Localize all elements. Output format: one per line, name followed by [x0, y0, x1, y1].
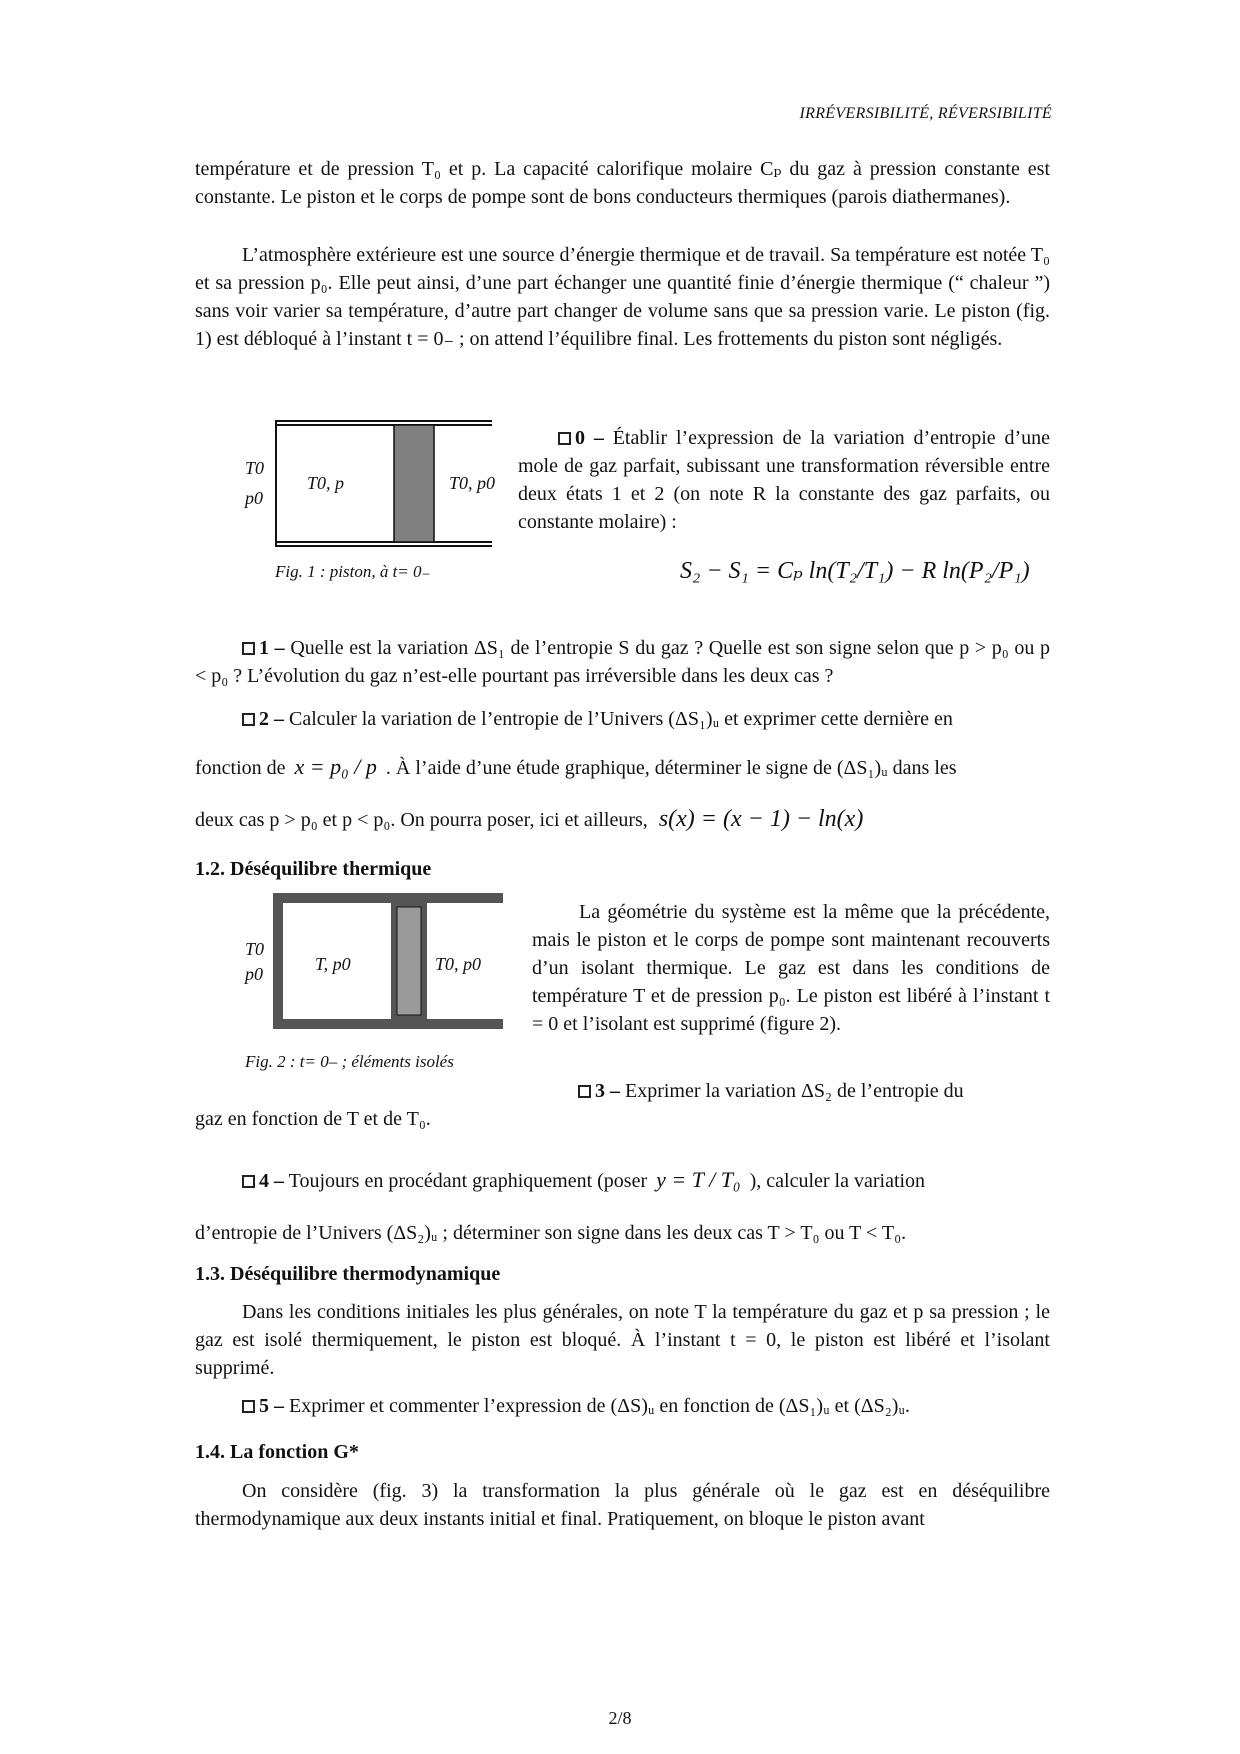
- checkbox-icon: [242, 713, 255, 726]
- fig2-top-insulated-wall: [273, 893, 503, 903]
- fig1-outside-T: T0: [245, 458, 265, 478]
- figure-2: [215, 893, 515, 1041]
- question-5: [195, 1392, 1050, 1420]
- fig1-piston: [394, 425, 434, 542]
- question-2-marker: 2 –: [259, 708, 284, 730]
- question-4-text-b: ), calculer la variation: [749, 1170, 926, 1192]
- fig1-gas-label: T0, p: [307, 473, 345, 493]
- paragraph-atmosphere: L’atmosphère extérieure est une source d’énergie thermique et de travail. Sa température est notée T₀ et sa pression p₀. Elle peut ainsi, d’une part échanger une quantité finie d’énergie thermique (“ chaleur ”) sans voir varier sa température, d’autre part changer de volume sans que sa pression varie. Le piston (fig. 1) est débloqué à l’instant t = 0₋ ; on attend l’équilibre final. Les frottements du piston sont négligés.: [195, 244, 1050, 350]
- fig2-piston: [397, 907, 421, 1015]
- question-3: [578, 1077, 1050, 1105]
- paragraph-intro: température et de pression T₀ et p. La capacité calorifique molaire Cₚ du gaz à pression constante est constante. Le piston et le corps de pompe sont de bons conducteurs thermiques (parois diathermanes).: [195, 158, 1050, 208]
- paragraph-g-function: On considère (fig. 3) la transformation la plus générale où le gaz est en déséquilibre thermodynamique aux deux instants initial et final. Pratiquement, on bloque le piston avant: [195, 1480, 1050, 1530]
- entropy-equation: S₂ − S₁ = Cₚ ln(T₂/T₁) − R ln(P₂/P₁): [680, 558, 1030, 584]
- fig1-outside-p: p0: [245, 488, 263, 508]
- x-definition: x = p₀ / p: [294, 754, 377, 779]
- question-3-marker: 3 –: [595, 1080, 620, 1102]
- paragraph-thermodynamic: Dans les conditions initiales les plus générales, on note T la température du gaz et p sa pression ; le gaz est isolé thermiquement, le piston est bloqué. À l’instant t = 0, le piston est libéré et l’isolant supprimé.: [195, 1301, 1050, 1379]
- checkbox-icon: [242, 1400, 255, 1413]
- question-3-text: Exprimer la variation ΔS₂ de l’entropie du: [625, 1080, 964, 1102]
- s-function-definition: s(x) = (x − 1) − ln(x): [658, 806, 864, 832]
- question-5-text: Exprimer et commenter l’expression de (ΔS)ᵤ en fonction de (ΔS₁)ᵤ et (ΔS₂)ᵤ.: [289, 1395, 910, 1417]
- question-4-text-a: Toujours en procédant graphiquement (poser: [288, 1170, 648, 1192]
- question-2-fonction-de: fonction de: [195, 757, 286, 779]
- question-2-line1: [195, 705, 1050, 733]
- question-1-text: Quelle est la variation ΔS₁ de l’entropie S du gaz ? Quelle est son signe selon que p > p₀ ou p < p₀ ? L’évolution du gaz n’est-elle pourtant pas irréversible dans les deux cas ?: [195, 637, 1051, 687]
- question-2-line3-text: deux cas p > p₀ et p < p₀. On pourra poser, ici et ailleurs,: [195, 809, 648, 831]
- heading-1-3: 1.3. Déséquilibre thermodynamique: [195, 1263, 501, 1285]
- checkbox-icon: [558, 432, 571, 445]
- checkbox-icon: [578, 1085, 591, 1098]
- question-3-continued: gaz en fonction de T et de T₀.: [195, 1108, 431, 1130]
- fig2-caption: Fig. 2 : t= 0– ; éléments isolés: [245, 1052, 454, 1071]
- question-0-marker: 0 –: [575, 427, 604, 449]
- fig2-end-insulated-wall: [273, 893, 283, 1029]
- figure-1: [215, 418, 515, 556]
- fig2-outside-T: T0: [245, 939, 265, 959]
- fig2-outside-p: p0: [245, 964, 263, 984]
- fig2-gas-label: T, p0: [315, 954, 351, 974]
- question-2-text: Calculer la variation de l’entropie de l’Univers (ΔS₁)ᵤ et exprimer cette dernière en: [289, 708, 953, 730]
- heading-1-4: 1.4. La fonction G*: [195, 1441, 359, 1463]
- question-5-marker: 5 –: [259, 1395, 284, 1417]
- question-1: [195, 634, 1050, 690]
- running-header: IRRÉVERSIBILITÉ, RÉVERSIBILITÉ: [799, 105, 1052, 122]
- question-2-line3: [195, 805, 1050, 834]
- heading-1-2: 1.2. Déséquilibre thermique: [195, 858, 432, 880]
- question-2-line2: [195, 753, 1050, 782]
- paragraph-thermal: La géométrie du système est la même que la précédente, mais le piston et le corps de pompe sont maintenant recouverts d’un isolant thermique. Le gaz est dans les conditions de température T et de pression p₀. Le piston est libéré à l’instant t = 0 et l’isolant est supprimé (figure 2).: [532, 901, 1050, 1035]
- question-2-line2-rest: . À l’aide d’une étude graphique, déterminer le signe de (ΔS₁)ᵤ dans les: [385, 757, 957, 779]
- checkbox-icon: [242, 1175, 255, 1188]
- question-1-marker: 1 –: [259, 637, 285, 659]
- fig2-right-label: T0, p0: [435, 954, 482, 974]
- checkbox-icon: [242, 642, 255, 655]
- question-4-marker: 4 –: [259, 1170, 284, 1192]
- fig1-right-label: T0, p0: [449, 473, 496, 493]
- y-definition: y = T / T₀: [656, 1167, 741, 1192]
- question-4-line2: d’entropie de l’Univers (ΔS₂)ᵤ ; déterminer son signe dans les deux cas T > T₀ ou T < T₀.: [195, 1222, 907, 1244]
- question-0: [518, 424, 1050, 536]
- page-number: 2/8: [608, 1708, 632, 1728]
- fig2-bottom-insulated-wall: [273, 1019, 503, 1029]
- fig1-caption: Fig. 1 : piston, à t= 0₋: [275, 562, 431, 581]
- question-4-line1: [195, 1166, 1050, 1195]
- question-0-text: Établir l’expression de la variation d’entropie d’une mole de gaz parfait, subissant une transformation réversible entre deux états 1 et 2 (on note R la constante des gaz parfaits, ou constante molaire) :: [518, 427, 1051, 533]
